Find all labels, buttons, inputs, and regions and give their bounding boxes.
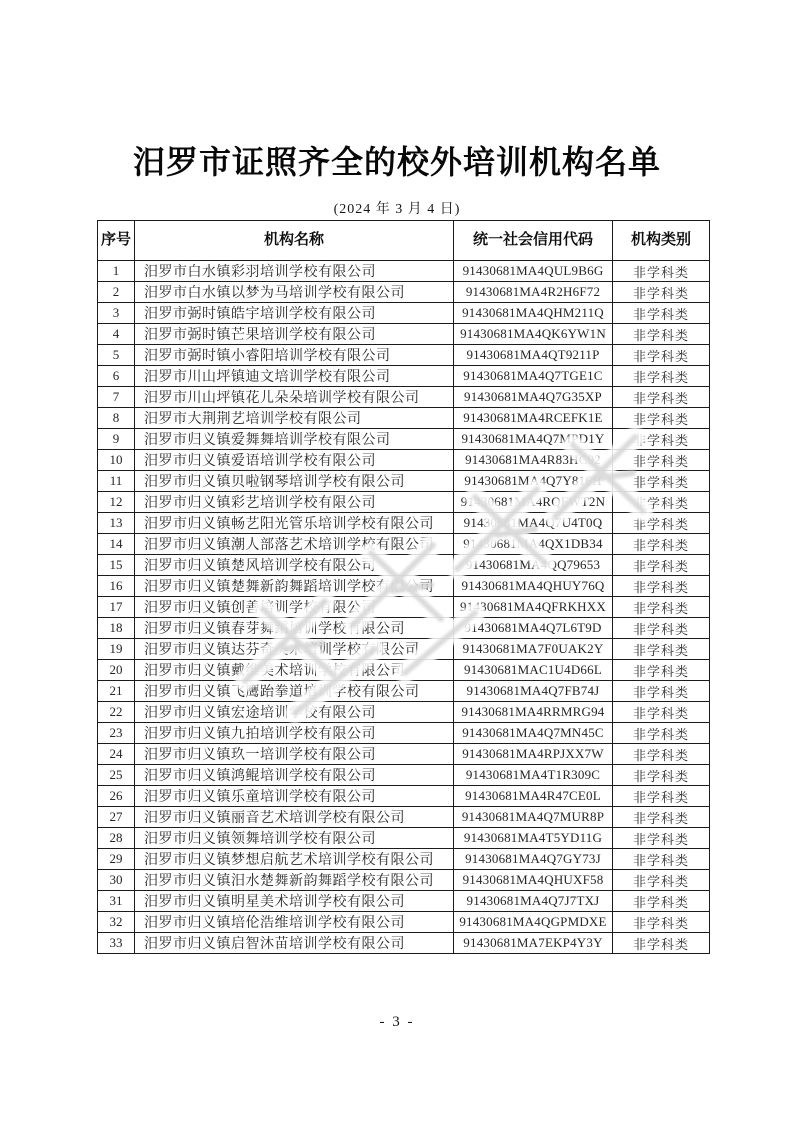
row-credit-code: 91430681MA4QK6YW1N <box>454 324 613 345</box>
table-row <box>98 324 710 345</box>
row-credit-code: 91430681MA4Q7Y816H <box>454 471 613 492</box>
row-category: 非学科类 <box>613 576 710 597</box>
row-credit-code: 91430681MA4QHUY76Q <box>454 576 613 597</box>
table-row <box>98 387 710 408</box>
header-institution: 机构名称 <box>135 221 454 261</box>
table-header-row <box>98 221 710 261</box>
row-credit-code: 91430681MA4RQFWT2N <box>454 492 613 513</box>
row-category: 非学科类 <box>613 618 710 639</box>
table-row <box>98 618 710 639</box>
table-row <box>98 912 710 933</box>
row-credit-code: 91430681MA4RRMRG94 <box>454 702 613 723</box>
row-institution-name: 汨罗市归义镇楚舞新韵舞蹈培训学校有限公司 <box>135 576 454 597</box>
table-row <box>98 807 710 828</box>
table-row <box>98 408 710 429</box>
row-credit-code: 91430681MA4T5YD11G <box>454 828 613 849</box>
table-row <box>98 702 710 723</box>
row-index: 6 <box>98 366 135 387</box>
row-index: 11 <box>98 471 135 492</box>
row-institution-name: 汨罗市归义镇丽音艺术培训学校有限公司 <box>135 807 454 828</box>
row-credit-code: 91430681MA4QFRKHXX <box>454 597 613 618</box>
header-category: 机构类别 <box>613 221 710 261</box>
table-row <box>98 261 710 282</box>
row-index: 18 <box>98 618 135 639</box>
row-credit-code: 91430681MA4Q7TGE1C <box>454 366 613 387</box>
row-institution-name: 汨罗市川山坪镇花儿朵朵培训学校有限公司 <box>135 387 454 408</box>
row-credit-code: 91430681MA4RPJXX7W <box>454 744 613 765</box>
row-institution-name: 汨罗市归义镇明星美术培训学校有限公司 <box>135 891 454 912</box>
row-institution-name: 汨罗市归义镇启智沐苗培训学校有限公司 <box>135 933 454 954</box>
row-index: 4 <box>98 324 135 345</box>
row-institution-name: 汨罗市归义镇春芽舞蹈培训学校有限公司 <box>135 618 454 639</box>
table-row <box>98 282 710 303</box>
row-institution-name: 汨罗市弼时镇小睿阳培训学校有限公司 <box>135 345 454 366</box>
row-category: 非学科类 <box>613 324 710 345</box>
row-index: 30 <box>98 870 135 891</box>
row-index: 20 <box>98 660 135 681</box>
row-credit-code: 91430681MA4T1R309C <box>454 765 613 786</box>
row-category: 非学科类 <box>613 744 710 765</box>
row-credit-code: 91430681MA4Q7MPD1Y <box>454 429 613 450</box>
row-index: 27 <box>98 807 135 828</box>
row-category: 非学科类 <box>613 786 710 807</box>
table-row <box>98 450 710 471</box>
row-institution-name: 汨罗市归义镇梦想启航艺术培训学校有限公司 <box>135 849 454 870</box>
row-institution-name: 汨罗市归义镇爱语培训学校有限公司 <box>135 450 454 471</box>
table-row <box>98 345 710 366</box>
table-row <box>98 681 710 702</box>
table-row <box>98 765 710 786</box>
table-row <box>98 555 710 576</box>
row-category: 非学科类 <box>613 912 710 933</box>
table-row <box>98 786 710 807</box>
row-category: 非学科类 <box>613 597 710 618</box>
row-institution-name: 汨罗市归义镇创善培训学校有限公司 <box>135 597 454 618</box>
row-credit-code: 91430681MA4QHUXF58 <box>454 870 613 891</box>
row-credit-code: 91430681MAC1U4D66L <box>454 660 613 681</box>
row-category: 非学科类 <box>613 660 710 681</box>
row-index: 15 <box>98 555 135 576</box>
row-institution-name: 汨罗市归义镇九拍培训学校有限公司 <box>135 723 454 744</box>
table-row <box>98 723 710 744</box>
row-credit-code: 91430681MA4RCEFK1E <box>454 408 613 429</box>
table-row <box>98 576 710 597</box>
row-index: 31 <box>98 891 135 912</box>
table-row <box>98 534 710 555</box>
table-row <box>98 597 710 618</box>
row-credit-code: 91430681MA4R47CE0L <box>454 786 613 807</box>
row-institution-name: 汨罗市弼时镇芒果培训学校有限公司 <box>135 324 454 345</box>
row-index: 1 <box>98 261 135 282</box>
row-credit-code: 91430681MA4Q7GY73J <box>454 849 613 870</box>
row-index: 21 <box>98 681 135 702</box>
table-row <box>98 744 710 765</box>
table-row <box>98 639 710 660</box>
row-institution-name: 汨罗市归义镇彩艺培训学校有限公司 <box>135 492 454 513</box>
row-institution-name: 汨罗市归义镇培伦浩维培训学校有限公司 <box>135 912 454 933</box>
row-index: 19 <box>98 639 135 660</box>
row-index: 32 <box>98 912 135 933</box>
row-credit-code: 91430681MA4Q7U4T0Q <box>454 513 613 534</box>
row-credit-code: 91430681MA4Q7MUR8P <box>454 807 613 828</box>
row-category: 非学科类 <box>613 450 710 471</box>
row-institution-name: 汨罗市归义镇鸿鲲培训学校有限公司 <box>135 765 454 786</box>
row-institution-name: 汨罗市归义镇乐童培训学校有限公司 <box>135 786 454 807</box>
row-category: 非学科类 <box>613 828 710 849</box>
row-credit-code: 91430681MA4QGPMDXE <box>454 912 613 933</box>
row-credit-code: 91430681MA4Q7MN45C <box>454 723 613 744</box>
header-index: 序号 <box>98 221 135 261</box>
row-category: 非学科类 <box>613 639 710 660</box>
row-index: 23 <box>98 723 135 744</box>
row-category: 非学科类 <box>613 849 710 870</box>
row-institution-name: 汨罗市归义镇领舞培训学校有限公司 <box>135 828 454 849</box>
row-credit-code: 91430681MA4QQ79653 <box>454 555 613 576</box>
table-row <box>98 870 710 891</box>
row-category: 非学科类 <box>613 429 710 450</box>
table-row <box>98 492 710 513</box>
row-index: 7 <box>98 387 135 408</box>
table-row <box>98 660 710 681</box>
row-institution-name: 汨罗市归义镇宏途培训学校有限公司 <box>135 702 454 723</box>
row-credit-code: 91430681MA4Q7L6T9D <box>454 618 613 639</box>
row-institution-name: 汨罗市白水镇以梦为马培训学校有限公司 <box>135 282 454 303</box>
row-category: 非学科类 <box>613 408 710 429</box>
row-index: 29 <box>98 849 135 870</box>
row-institution-name: 汨罗市归义镇戴维美术培训学校有限公司 <box>135 660 454 681</box>
table-row <box>98 366 710 387</box>
row-category: 非学科类 <box>613 303 710 324</box>
row-credit-code: 91430681MA4QT9211P <box>454 345 613 366</box>
row-index: 16 <box>98 576 135 597</box>
table-row <box>98 429 710 450</box>
row-index: 28 <box>98 828 135 849</box>
row-credit-code: 91430681MA7EKP4Y3Y <box>454 933 613 954</box>
row-index: 3 <box>98 303 135 324</box>
row-index: 2 <box>98 282 135 303</box>
table-row <box>98 933 710 954</box>
row-category: 非学科类 <box>613 387 710 408</box>
header-credit-code: 统一社会信用代码 <box>454 221 613 261</box>
row-credit-code: 91430681MA4R2H6F72 <box>454 282 613 303</box>
row-category: 非学科类 <box>613 555 710 576</box>
row-credit-code: 91430681MA4QUL9B6G <box>454 261 613 282</box>
row-institution-name: 汨罗市归义镇玖一培训学校有限公司 <box>135 744 454 765</box>
row-institution-name: 汨罗市归义镇潮人部落艺术培训学校有限公司 <box>135 534 454 555</box>
row-index: 22 <box>98 702 135 723</box>
row-category: 非学科类 <box>613 891 710 912</box>
row-institution-name: 汨罗市归义镇汨水楚舞新韵舞蹈学校有限公司 <box>135 870 454 891</box>
row-credit-code: 91430681MA4Q7J7TXJ <box>454 891 613 912</box>
table-row <box>98 303 710 324</box>
row-index: 12 <box>98 492 135 513</box>
row-index: 5 <box>98 345 135 366</box>
row-credit-code: 91430681MA4QX1DB34 <box>454 534 613 555</box>
table-row <box>98 849 710 870</box>
row-category: 非学科类 <box>613 471 710 492</box>
row-category: 非学科类 <box>613 870 710 891</box>
page-title: 汨罗市证照齐全的校外培训机构名单 <box>132 144 661 180</box>
row-category: 非学科类 <box>613 933 710 954</box>
row-index: 13 <box>98 513 135 534</box>
row-category: 非学科类 <box>613 534 710 555</box>
row-institution-name: 汨罗市川山坪镇迪文培训学校有限公司 <box>135 366 454 387</box>
row-credit-code: 91430681MA4Q7G35XP <box>454 387 613 408</box>
row-index: 17 <box>98 597 135 618</box>
row-category: 非学科类 <box>613 723 710 744</box>
row-institution-name: 汨罗市归义镇达芬奇美术培训学校有限公司 <box>135 639 454 660</box>
row-category: 非学科类 <box>613 366 710 387</box>
row-category: 非学科类 <box>613 261 710 282</box>
row-institution-name: 汨罗市大荆荆艺培训学校有限公司 <box>135 408 454 429</box>
table-row <box>98 891 710 912</box>
row-credit-code: 91430681MA7F0UAK2Y <box>454 639 613 660</box>
row-category: 非学科类 <box>613 513 710 534</box>
row-institution-name: 汨罗市归义镇畅艺阳光管乐培训学校有限公司 <box>135 513 454 534</box>
table-row <box>98 513 710 534</box>
row-credit-code: 91430681MA4QHM211Q <box>454 303 613 324</box>
row-index: 24 <box>98 744 135 765</box>
row-category: 非学科类 <box>613 765 710 786</box>
row-institution-name: 汨罗市弼时镇皓宇培训学校有限公司 <box>135 303 454 324</box>
row-institution-name: 汨罗市白水镇彩羽培训学校有限公司 <box>135 261 454 282</box>
page-number: - 3 - <box>379 1014 415 1030</box>
row-institution-name: 汨罗市归义镇爱舞舞培训学校有限公司 <box>135 429 454 450</box>
row-category: 非学科类 <box>613 681 710 702</box>
row-index: 14 <box>98 534 135 555</box>
row-credit-code: 91430681MA4Q7FB74J <box>454 681 613 702</box>
row-category: 非学科类 <box>613 345 710 366</box>
row-institution-name: 汨罗市归义镇飞鹰跆拳道培训学校有限公司 <box>135 681 454 702</box>
table-row <box>98 828 710 849</box>
row-index: 10 <box>98 450 135 471</box>
row-index: 25 <box>98 765 135 786</box>
row-category: 非学科类 <box>613 282 710 303</box>
institutions-table <box>97 220 710 954</box>
document-date: (2024 年 3 月 4 日) <box>333 202 461 217</box>
row-index: 8 <box>98 408 135 429</box>
row-index: 33 <box>98 933 135 954</box>
row-institution-name: 汨罗市归义镇楚风培训学校有限公司 <box>135 555 454 576</box>
row-category: 非学科类 <box>613 702 710 723</box>
row-category: 非学科类 <box>613 807 710 828</box>
row-category: 非学科类 <box>613 492 710 513</box>
row-index: 9 <box>98 429 135 450</box>
row-index: 26 <box>98 786 135 807</box>
row-institution-name: 汨罗市归义镇贝啦钢琴培训学校有限公司 <box>135 471 454 492</box>
table-row <box>98 471 710 492</box>
row-credit-code: 91430681MA4R83HC92 <box>454 450 613 471</box>
